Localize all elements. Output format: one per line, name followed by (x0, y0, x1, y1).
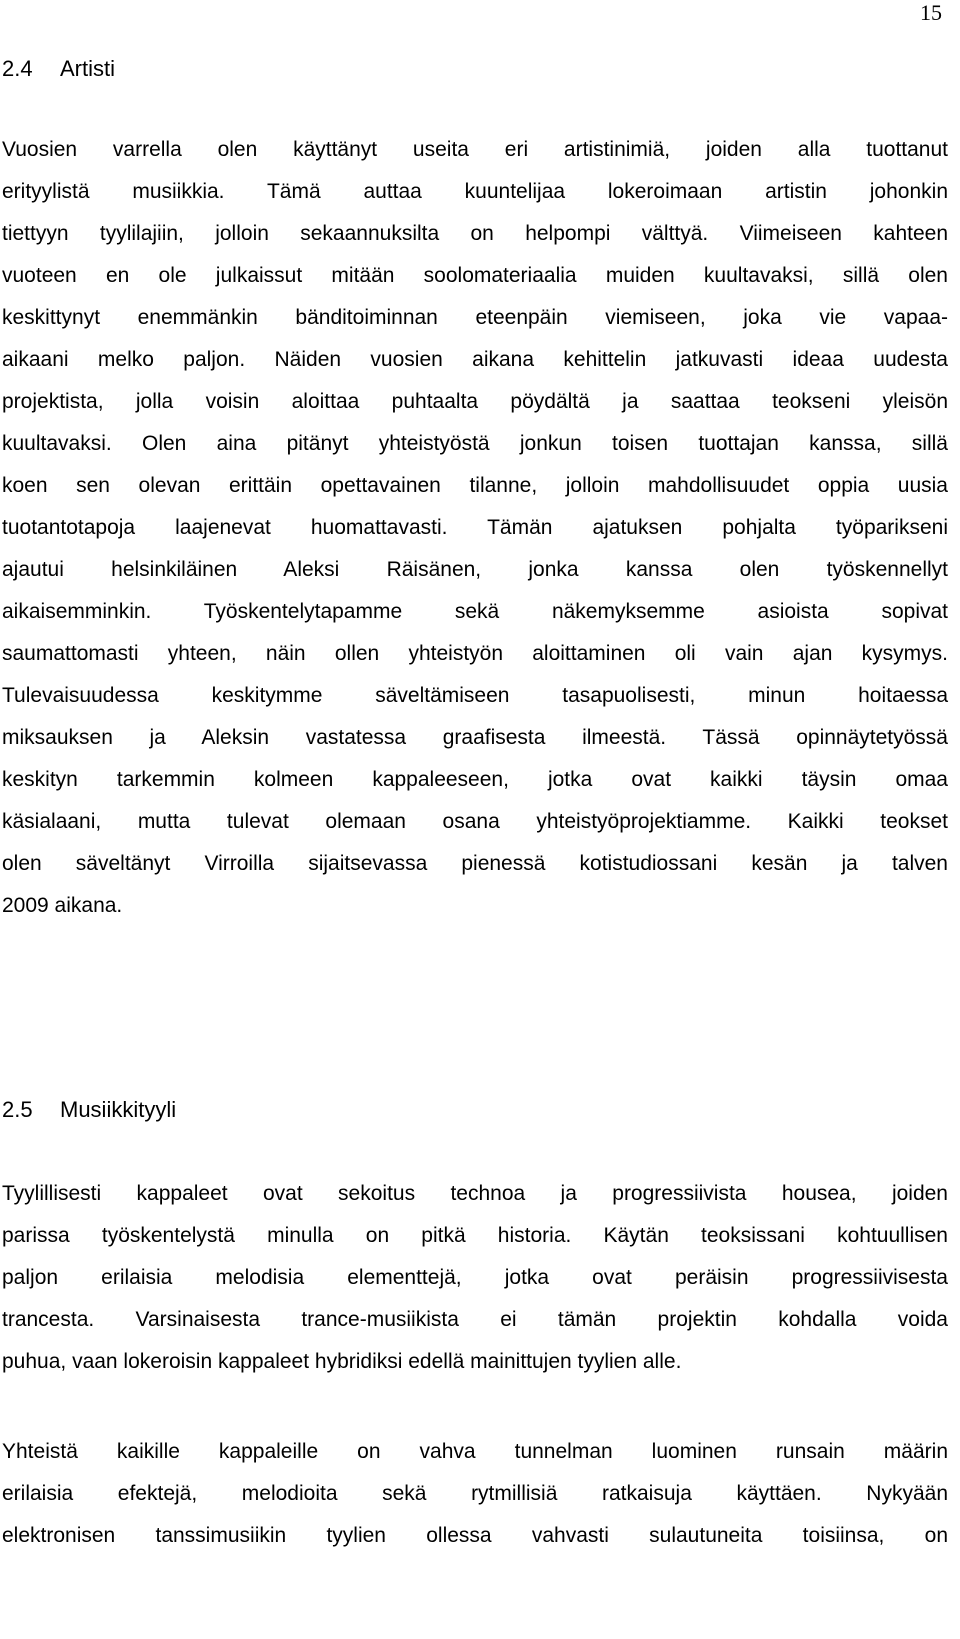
text-line: erityylistä musiikkia. Tämä auttaa kuuntelijaa lokeroimaan artistin johonkin (2, 180, 948, 203)
text-line: Vuosien varrella olen käyttänyt useita eri artistinimiä, joiden alla tuottanut (2, 138, 948, 161)
paragraph-musiikkityyli-2 (2, 1431, 948, 1557)
paragraph-musiikkityyli-1 (2, 1173, 948, 1383)
section-title: Artisti (60, 56, 115, 81)
section-number: 2.4 (2, 56, 33, 81)
section-number: 2.5 (2, 1097, 33, 1122)
text-line: trancesta. Varsinaisesta trance-musiikista ei tämän projektin kohdalla voida (2, 1308, 948, 1331)
text-line: tiettyyn tyylilajiin, jolloin sekaannuksilta on helpompi välttyä. Viimeiseen kahteen (2, 222, 948, 245)
text-line: erilaisia efektejä, melodioita sekä rytmillisiä ratkaisuja käyttäen. Nykyään (2, 1482, 948, 1505)
text-line: projektista, jolla voisin aloittaa puhtaalta pöydältä ja saattaa teokseni yleisön (2, 390, 948, 413)
text-line: Tyylillisesti kappaleet ovat sekoitus technoa ja progressiivista housea, joiden (2, 1182, 948, 1205)
text-line: parissa työskentelystä minulla on pitkä historia. Käytän teoksissani kohtuullisen (2, 1224, 948, 1247)
text-line: miksauksen ja Aleksin vastatessa graafisesta ilmeestä. Tässä opinnäytetyössä (2, 726, 948, 749)
text-line: käsialaani, mutta tulevat olemaan osana yhteistyöprojektiamme. Kaikki teokset (2, 810, 948, 833)
section-heading-musiikkityyli (2, 1096, 176, 1124)
section-heading-artisti (2, 55, 115, 83)
text-line: Yhteistä kaikille kappaleille on vahva tunnelman luominen runsain määrin (2, 1440, 948, 1463)
text-line: paljon erilaisia melodisia elementtejä, jotka ovat peräisin progressiivisesta (2, 1266, 948, 1289)
text-line: aikaisemminkin. Työskentelytapamme sekä näkemyksemme asioista sopivat (2, 600, 948, 623)
page-number: 15 (920, 0, 942, 25)
text-line: koen sen olevan erittäin opettavainen tilanne, jolloin mahdollisuudet oppia uusia (2, 474, 948, 497)
text-line: 2009 aikana. (2, 894, 123, 917)
text-line: keskityn tarkemmin kolmeen kappaleeseen, jotka ovat kaikki täysin omaa (2, 768, 948, 791)
text-line: puhua, vaan lokeroisin kappaleet hybridiksi edellä mainittujen tyylien alle. (2, 1350, 682, 1373)
text-line: keskittynyt enemmänkin bänditoiminnan eteenpäin viemiseen, joka vie vapaa- (2, 306, 948, 329)
text-line: olen säveltänyt Virroilla sijaitsevassa pienessä kotistudiossani kesän ja talven (2, 852, 948, 875)
text-line: elektronisen tanssimusiikin tyylien ollessa vahvasti sulautuneita toisiinsa, on (2, 1524, 948, 1547)
text-line: kuultavaksi. Olen aina pitänyt yhteistyöstä jonkun toisen tuottajan kanssa, sillä (2, 432, 948, 455)
text-line: vuoteen en ole julkaissut mitään soolomateriaalia muiden kuultavaksi, sillä olen (2, 264, 948, 287)
text-line: tuotantotapoja laajenevat huomattavasti. Tämän ajatuksen pohjalta työparikseni (2, 516, 948, 539)
text-line: saumattomasti yhteen, näin ollen yhteistyön aloittaminen oli vain ajan kysymys. (2, 642, 948, 665)
text-line: Tulevaisuudessa keskitymme säveltämiseen tasapuolisesti, minun hoitaessa (2, 684, 948, 707)
section-title: Musiikkityyli (60, 1097, 177, 1122)
text-line: aikaani melko paljon. Näiden vuosien aikana kehittelin jatkuvasti ideaa uudesta (2, 348, 948, 371)
paragraph-artisti (2, 129, 948, 927)
text-line: ajautui helsinkiläinen Aleksi Räisänen, jonka kanssa olen työskennellyt (2, 558, 948, 581)
